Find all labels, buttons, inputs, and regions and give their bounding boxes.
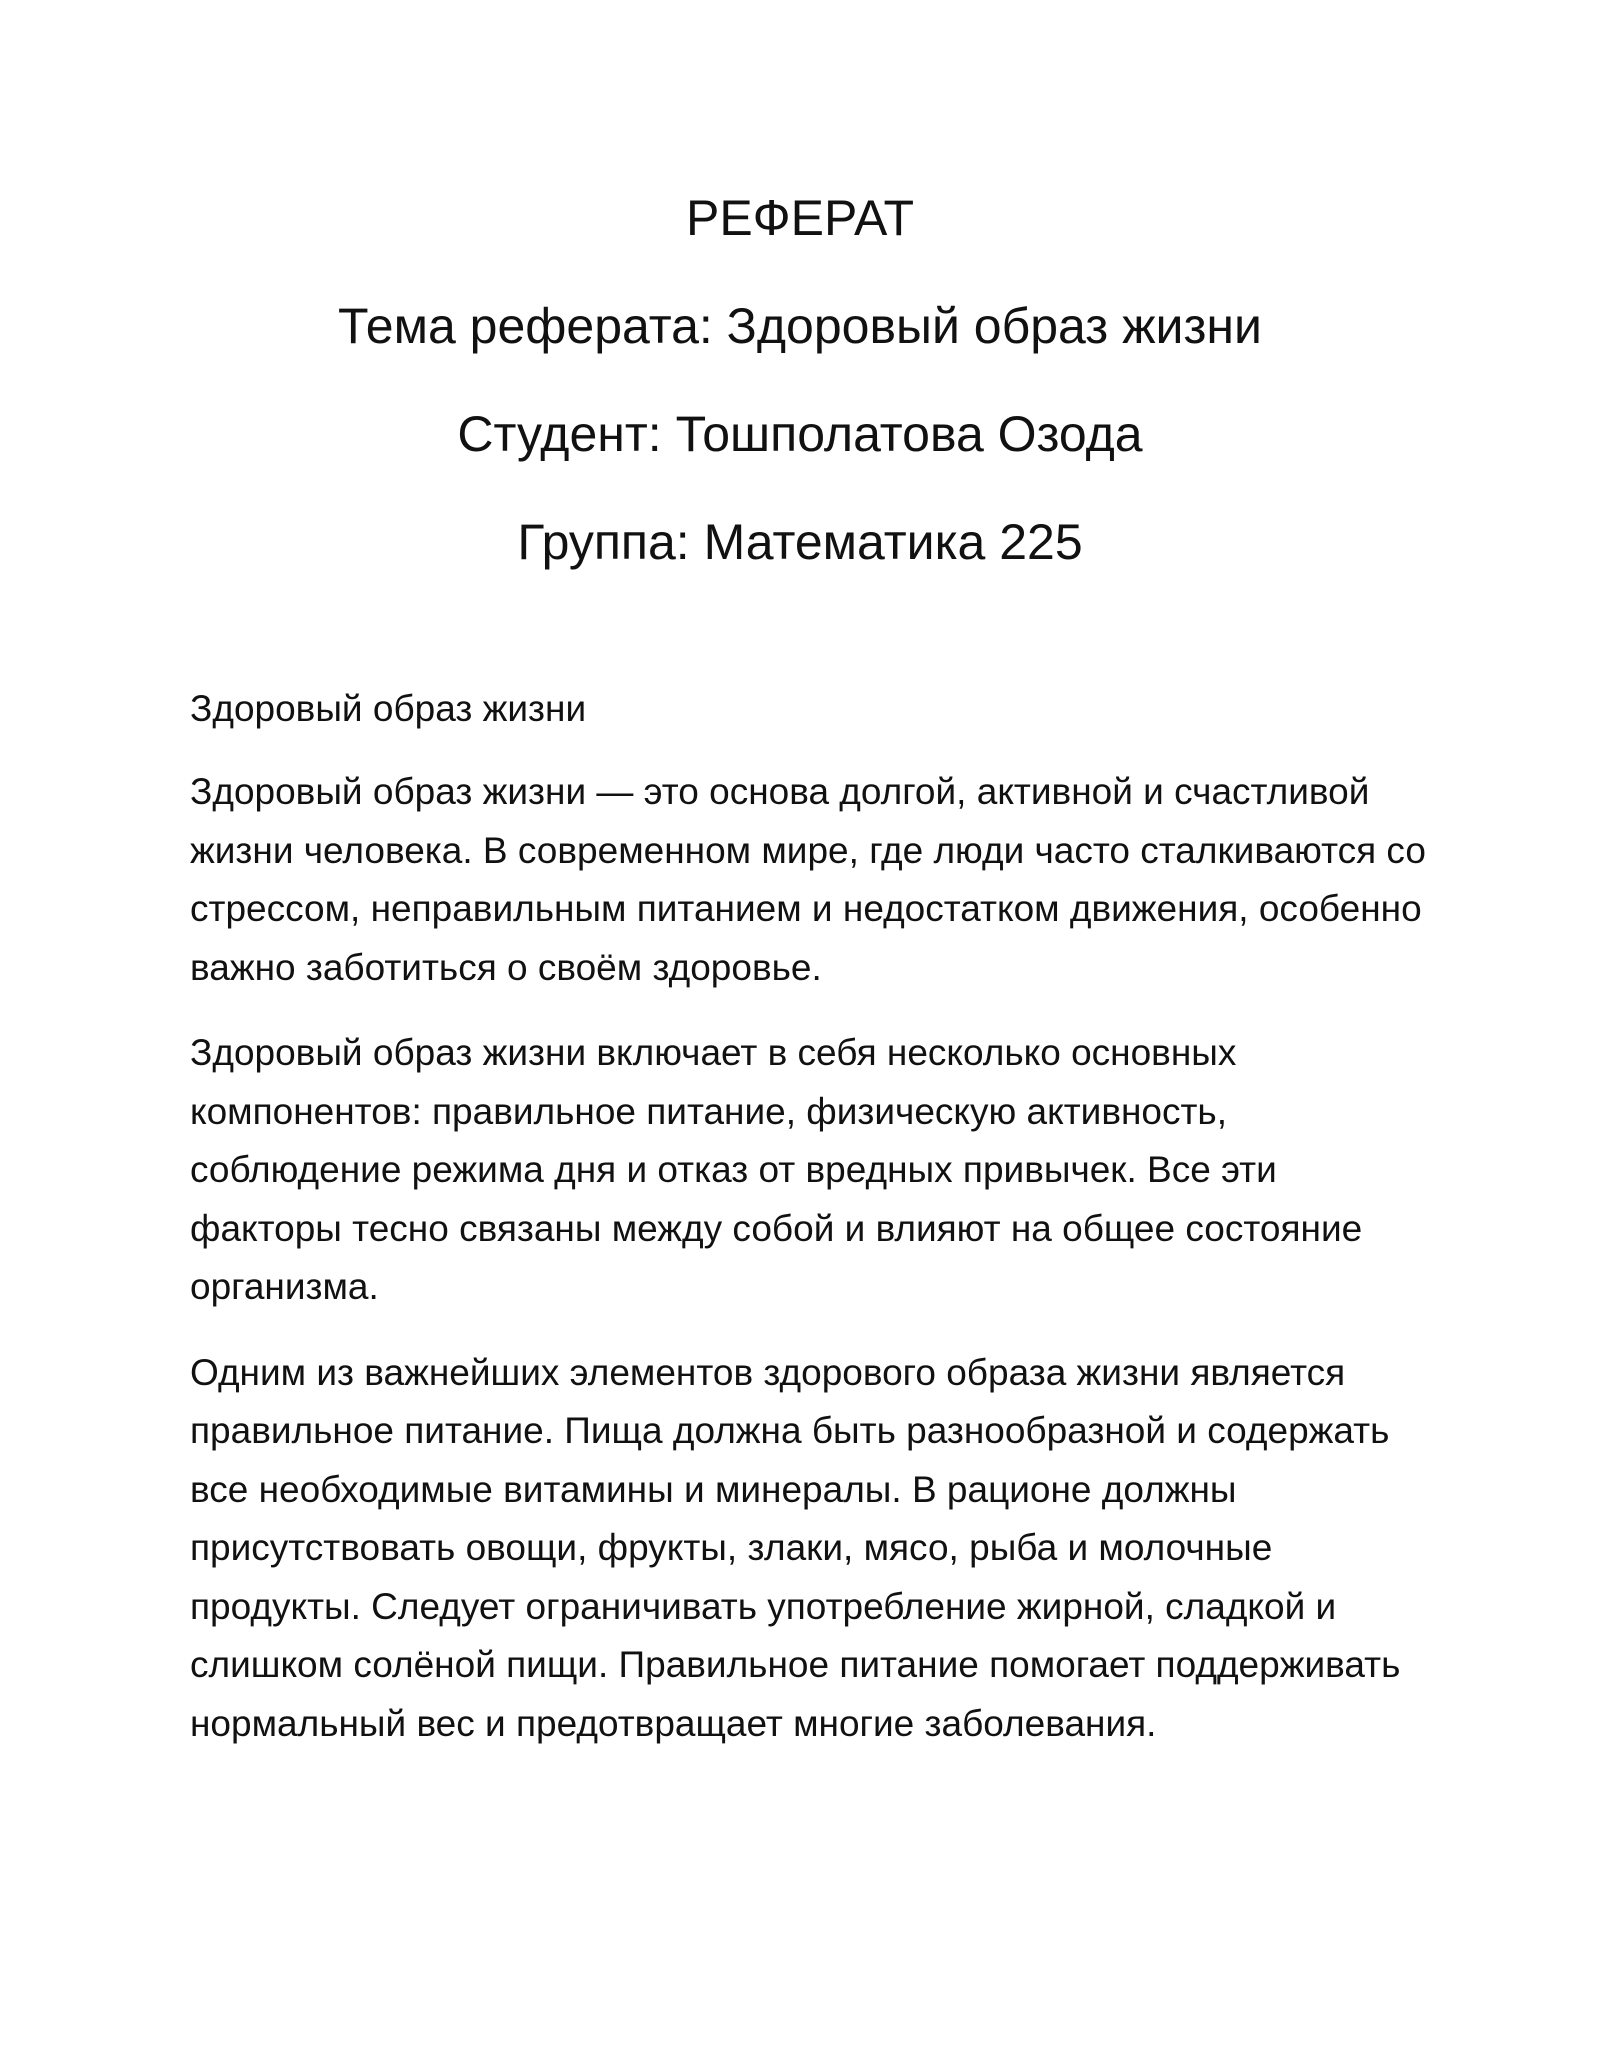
paragraph: Одним из важнейших элементов здорового образа жизни является правильное питание. Пища должна быть разнообразной и содержать все необходимые витамины и минералы. В рационе должны присутствовать овощи, фрукты, злаки, мясо, рыба и молочные продукты. Следует ограничивать употребление жирной, сладкой и слишком солёной пищи. Правильное питание помогает поддерживать нормальный вес и предотвращает многие заболевания. xyxy=(190,1351,1401,1744)
section-heading: Здоровый образ жизни xyxy=(190,688,587,729)
document-body xyxy=(190,680,1430,1780)
document-type-title: РЕФЕРАТ xyxy=(685,190,915,246)
group-line: Группа: Математика 225 xyxy=(517,514,1083,570)
paragraph: Здоровый образ жизни включает в себя несколько основных компонентов: правильное питание, физическую активность, соблюдение режима дня и отказ от вредных привычек. Все эти факторы тесно связаны между собой и влияют на общее состояние организма. xyxy=(190,1032,1363,1307)
paragraph: Здоровый образ жизни — это основа долгой, активной и счастливой жизни человека. В современном мире, где люди часто сталкиваются со стрессом, неправильным питанием и недостатком движения, особенно важно заботиться о своём здоровье. xyxy=(190,771,1426,988)
topic-line: Тема реферата: Здоровый образ жизни xyxy=(338,298,1262,354)
student-line: Студент: Тошполатова Озода xyxy=(457,406,1143,462)
title-block xyxy=(0,188,1600,620)
